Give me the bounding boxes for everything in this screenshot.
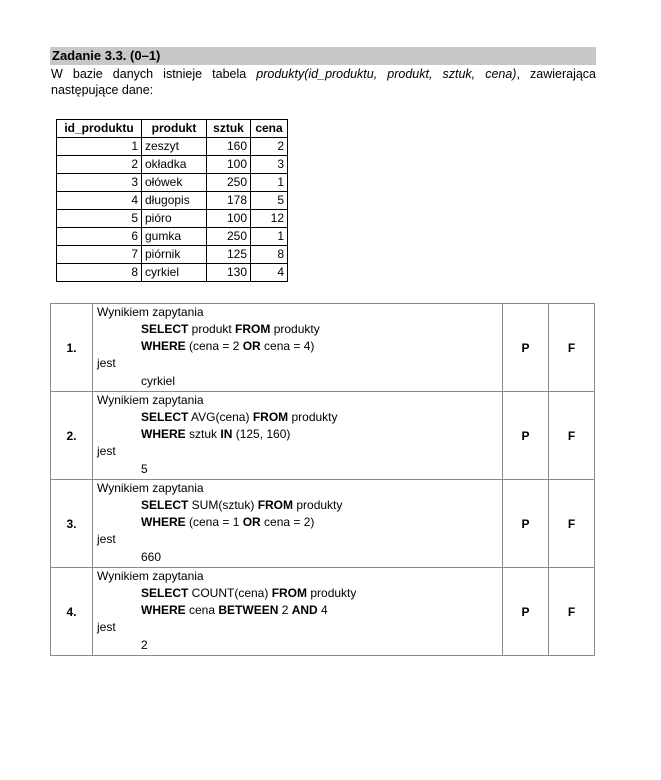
sql-where-line <box>141 603 328 617</box>
sql-select-line <box>141 498 342 512</box>
task-title: Zadanie 3.3. (0–1) <box>50 47 596 65</box>
is-label: jest <box>97 444 116 458</box>
cell-product: zeszyt <box>142 138 207 156</box>
cell-id: 4 <box>57 192 142 210</box>
query-result: 5 <box>141 462 148 476</box>
column-header: cena <box>251 120 288 138</box>
task-number: 1. <box>51 304 93 392</box>
sql-text: produkty <box>307 586 357 600</box>
table-row <box>57 264 288 282</box>
cell-product: gumka <box>142 228 207 246</box>
sql-text: cena <box>185 603 219 617</box>
true-option[interactable]: P <box>503 304 549 392</box>
result-intro: Wynikiem zapytania <box>97 393 204 407</box>
intro-text-start: W bazie danych istnieje tabela <box>51 67 257 81</box>
sql-text: produkty <box>270 322 320 336</box>
task-statement <box>93 480 503 568</box>
sql-text: (125, 160) <box>232 427 291 441</box>
sql-keyword: WHERE <box>141 427 186 441</box>
table-row <box>57 246 288 264</box>
cell-id: 5 <box>57 210 142 228</box>
sql-keyword: SELECT <box>141 498 189 512</box>
sql-keyword: FROM <box>271 586 308 600</box>
result-intro: Wynikiem zapytania <box>97 305 204 319</box>
sql-keyword: OR <box>242 339 261 353</box>
cell-qty: 100 <box>207 156 251 174</box>
cell-qty: 160 <box>207 138 251 156</box>
cell-id: 2 <box>57 156 142 174</box>
cell-qty: 250 <box>207 174 251 192</box>
table-row <box>57 174 288 192</box>
cell-qty: 130 <box>207 264 251 282</box>
query-result: cyrkiel <box>141 374 176 388</box>
sql-keyword: OR <box>242 515 261 529</box>
task-number: 4. <box>51 568 93 656</box>
table-row <box>57 156 288 174</box>
false-option[interactable]: F <box>549 568 595 656</box>
column-header: produkt <box>142 120 207 138</box>
intro-text-end: , zawierająca następujące dane: <box>51 67 597 97</box>
true-option[interactable]: P <box>503 568 549 656</box>
cell-id: 3 <box>57 174 142 192</box>
cell-id: 6 <box>57 228 142 246</box>
result-intro: Wynikiem zapytania <box>97 569 204 583</box>
table-row <box>57 138 288 156</box>
cell-product: ołówek <box>142 174 207 192</box>
sql-text: COUNT(cena) <box>188 586 272 600</box>
cell-id: 8 <box>57 264 142 282</box>
sql-text: (cena = 2 <box>185 339 243 353</box>
sql-keyword: FROM <box>252 410 289 424</box>
cell-price: 4 <box>251 264 288 282</box>
sql-where-line <box>141 427 290 441</box>
sql-text: sztuk <box>185 427 221 441</box>
true-option[interactable]: P <box>503 480 549 568</box>
cell-product: cyrkiel <box>142 264 207 282</box>
sql-text: (cena = 1 <box>185 515 243 529</box>
cell-qty: 250 <box>207 228 251 246</box>
cell-price: 5 <box>251 192 288 210</box>
sql-keyword: FROM <box>257 498 294 512</box>
sql-keyword: BETWEEN <box>218 603 279 617</box>
sql-text: SUM(sztuk) <box>188 498 258 512</box>
intro-table-schema: produkty(id_produktu, produkt, sztuk, cena) <box>256 67 517 81</box>
task-row <box>51 480 595 568</box>
sql-select-line <box>141 322 320 336</box>
sql-keyword: SELECT <box>141 322 189 336</box>
cell-price: 12 <box>251 210 288 228</box>
task-number: 3. <box>51 480 93 568</box>
query-result: 2 <box>141 638 148 652</box>
cell-product: piórnik <box>142 246 207 264</box>
task-row <box>51 568 595 656</box>
products-table <box>56 119 288 282</box>
sql-text: cena = 2) <box>260 515 315 529</box>
column-header: id_produktu <box>57 120 142 138</box>
is-label: jest <box>97 532 116 546</box>
sql-text: produkty <box>293 498 343 512</box>
cell-price: 3 <box>251 156 288 174</box>
cell-price: 2 <box>251 138 288 156</box>
false-option[interactable]: F <box>549 392 595 480</box>
sql-text: AVG(cena) <box>188 410 253 424</box>
table-row <box>57 210 288 228</box>
table-row <box>57 192 288 210</box>
false-option[interactable]: F <box>549 480 595 568</box>
sql-text: 2 <box>278 603 292 617</box>
cell-price: 8 <box>251 246 288 264</box>
is-label: jest <box>97 620 116 634</box>
sql-keyword: FROM <box>235 322 271 336</box>
true-option[interactable]: P <box>503 392 549 480</box>
cell-product: okładka <box>142 156 207 174</box>
true-false-table <box>50 303 595 656</box>
cell-id: 7 <box>57 246 142 264</box>
false-option[interactable]: F <box>549 304 595 392</box>
task-statement <box>93 568 503 656</box>
sql-keyword: WHERE <box>141 603 186 617</box>
sql-text: produkty <box>288 410 338 424</box>
cell-product: długopis <box>142 192 207 210</box>
products-header-row <box>57 120 288 138</box>
result-intro: Wynikiem zapytania <box>97 481 204 495</box>
cell-qty: 125 <box>207 246 251 264</box>
cell-product: pióro <box>142 210 207 228</box>
sql-keyword: SELECT <box>141 586 189 600</box>
sql-keyword: AND <box>291 603 318 617</box>
sql-select-line <box>141 586 356 600</box>
sql-text: 4 <box>317 603 328 617</box>
sql-select-line <box>141 410 338 424</box>
task-row <box>51 304 595 392</box>
column-header: sztuk <box>207 120 251 138</box>
cell-id: 1 <box>57 138 142 156</box>
sql-keyword: SELECT <box>141 410 189 424</box>
cell-price: 1 <box>251 228 288 246</box>
query-result: 660 <box>141 550 162 564</box>
sql-text: cena = 4) <box>260 339 315 353</box>
task-statement <box>93 392 503 480</box>
sql-where-line <box>141 515 314 529</box>
task-intro <box>51 66 596 98</box>
task-statement <box>93 304 503 392</box>
sql-where-line <box>141 339 314 353</box>
cell-qty: 178 <box>207 192 251 210</box>
is-label: jest <box>97 356 116 370</box>
task-row <box>51 392 595 480</box>
sql-text: produkt <box>188 322 236 336</box>
cell-qty: 100 <box>207 210 251 228</box>
sql-keyword: IN <box>220 427 233 441</box>
sql-keyword: WHERE <box>141 339 186 353</box>
task-number: 2. <box>51 392 93 480</box>
cell-price: 1 <box>251 174 288 192</box>
table-row <box>57 228 288 246</box>
sql-keyword: WHERE <box>141 515 186 529</box>
